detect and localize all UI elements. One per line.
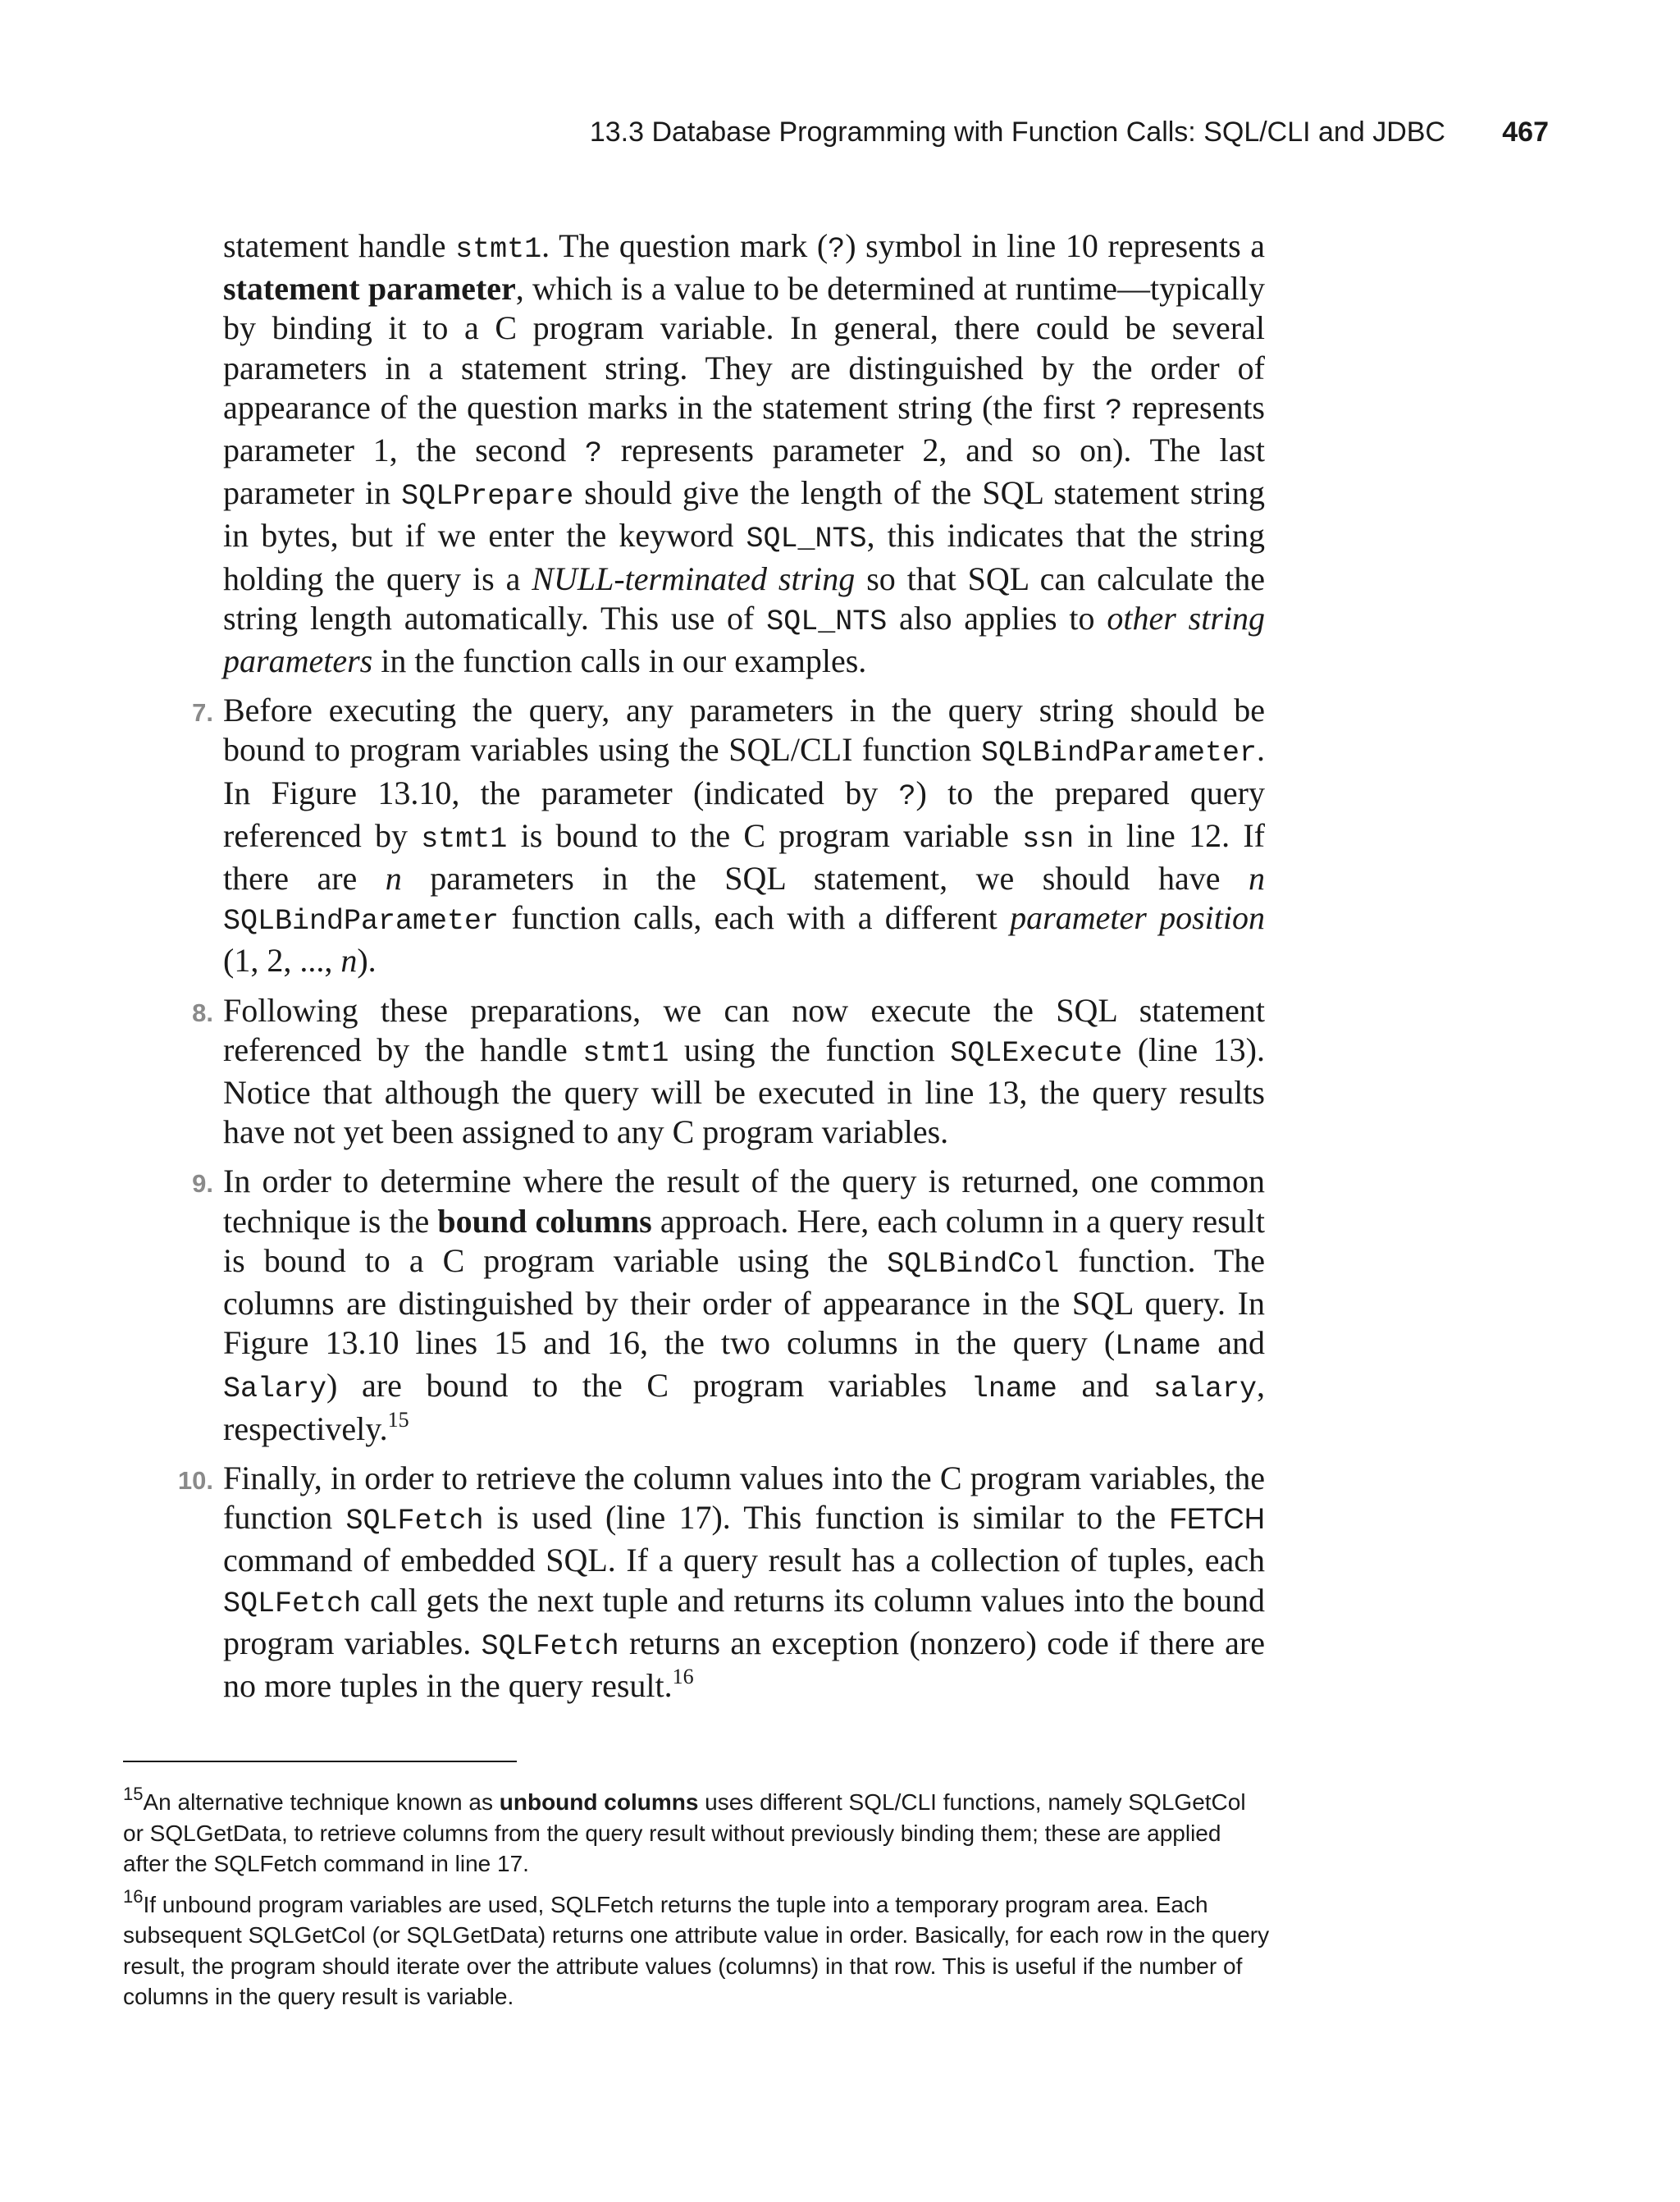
item-text: Finally, in order to retrieve the column values into the C program variables, the function SQLFetch is used (line 17). This function is similar to the FETCH command of embedded SQL. If a query result has a collection of tuples, each SQLFetch call gets the next tuple and returns its column values into the bound program variables. SQLFetch returns an exception (nonzero) code if there are no more tuples in the query result.$^{16}$ (223, 1459, 1265, 1704)
section-title: 13.3 Database Programming with Function Calls: SQL/CLI and JDBC (589, 116, 1445, 148)
list-item-8 (192, 991, 1265, 1153)
footnote-ref-16[interactable]: 16 (672, 1664, 694, 1688)
item-number: 7. (192, 698, 213, 728)
footnote-16: $^{16}$If unbound program variables are used, SQLFetch returns the tuple into a temporary program area. Each subsequent SQLGetCol (or SQLGetData) returns one attribute value in order. Basically, for each row in the query result, the program should iterate over the attribute values (columns) in that row. This is useful if the number of columns in the query result is variable. (123, 1885, 1270, 2009)
item-number: 10. (177, 1465, 213, 1495)
list-item-7 (192, 691, 1266, 980)
item-number: 9. (192, 1169, 213, 1199)
item-text: Before executing the query, any parameters in the query string should be bound to program variables using the SQL/CLI function SQLBindParameter. In Figure 13.10, the parameter (indicated by ?) to the prepared query referenced by stmt1 is bound to the C program variable ssn in line 12. If there are n parameters in the SQL statement, we should have n SQLBindParameter function calls, each with a different parameter position (1, 2, ..., n). (223, 692, 1266, 980)
footnote-15: $^{15}$An alternative technique known as unbound columns uses different SQL/CLI functions, namely SQLGetCol or SQLGetData, to retrieve columns from the query result without previously binding them; these are applied after the SQLFetch command in line 17. (123, 1784, 1246, 1876)
page-number: 467 (1502, 116, 1549, 148)
main-body (177, 226, 1266, 1706)
footnote-ref-15[interactable]: 15 (387, 1407, 409, 1432)
item-number: 8. (192, 998, 213, 1027)
footnotes (123, 1784, 1271, 2022)
list-item-10 (177, 1459, 1265, 1706)
intro-paragraph: statement handle stmt1. The question mark (?) symbol in line 10 represents a statement parameter, which is a value to be determined at runtime—typically by binding it to a C program variable. In general, there could be several parameters in a statement string. They are distinguished by the order of appearance of the question marks in the statement string (the first ? represents parameter 1, the second ? represents parameter 2, and so on). The last parameter in SQLPrepare should give the length of the SQL statement string in bytes, but if we enter the keyword SQL_NTS, this indicates that the string holding the query is a NULL-terminated string so that SQL can calculate the string length automatically. This use of SQL_NTS also applies to other string parameters in the function calls in our examples. (223, 227, 1266, 680)
item-text: Following these preparations, we can now execute the SQL statement referenced by the handle stmt1 using the function SQLExecute (line 13). Notice that although the query will be executed in line 13, the query results have not yet been assigned to any C program variables. (223, 991, 1265, 1151)
list-item-9 (192, 1162, 1266, 1448)
footnote-divider (123, 1761, 517, 1762)
running-head (0, 116, 1549, 154)
item-text: In order to determine where the result of the query is returned, one common technique is the bound columns approach. Here, each column in a query result is bound to a C program variable using the SQLBindCol function. The columns are distinguished by their order of appearance in the SQL query. In Figure 13.10 lines 15 and 16, the two columns in the query (Lname and Salary) are bound to the C program variables lname and salary, respectively.$^{15}$ (223, 1163, 1266, 1447)
